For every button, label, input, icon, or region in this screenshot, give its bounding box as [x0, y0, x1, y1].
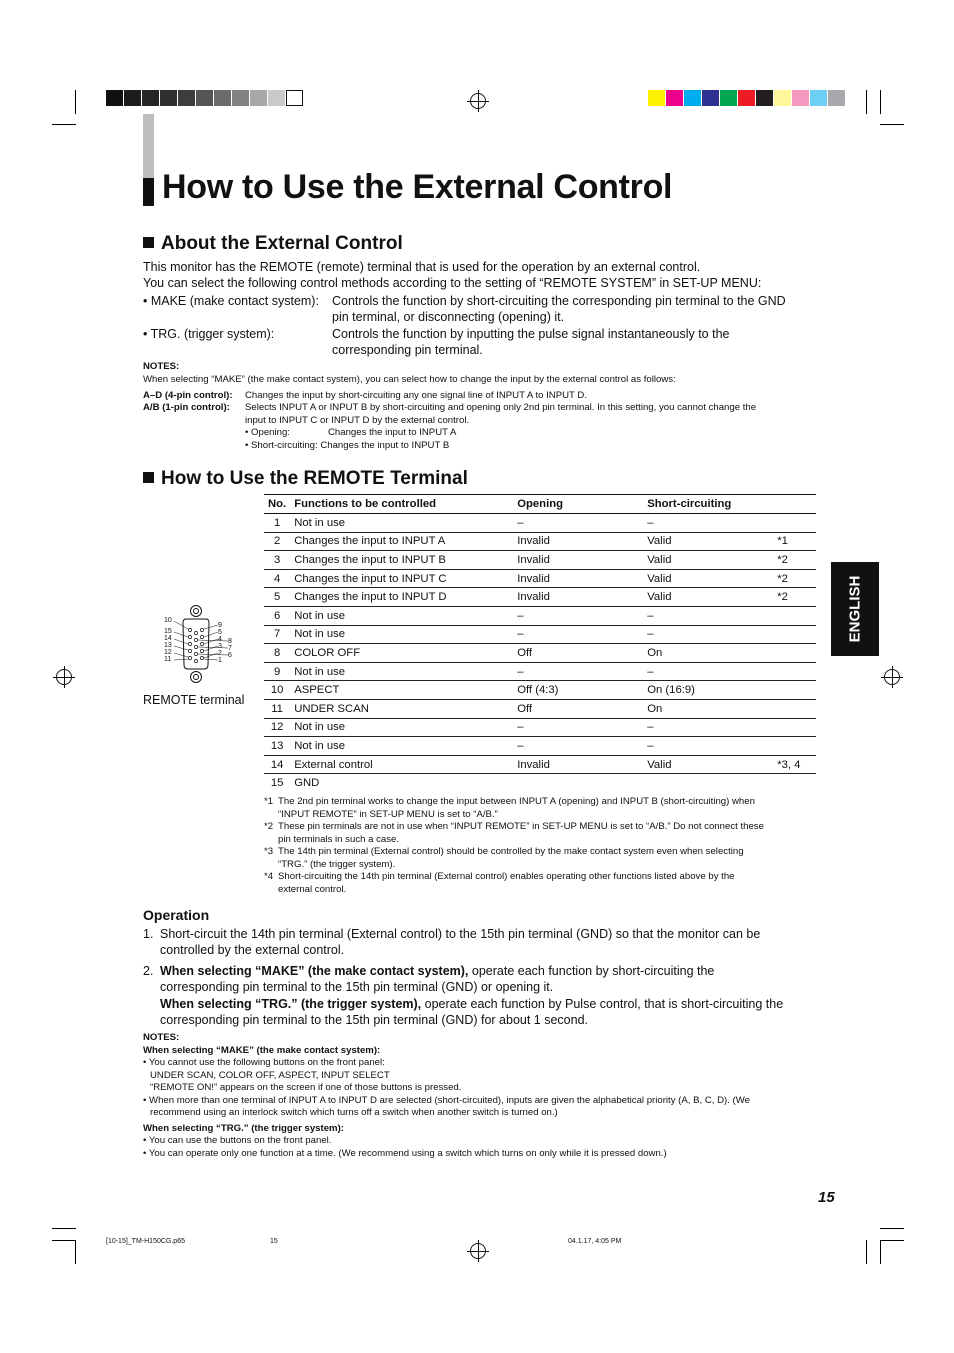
pin-label: 8 — [228, 638, 232, 645]
table-cell: COLOR OFF — [290, 644, 513, 663]
pin-label: 13 — [164, 642, 172, 649]
col-header: Opening — [513, 495, 643, 514]
table-header-row — [264, 495, 816, 514]
pin-label: 11 — [164, 656, 172, 663]
table-cell: UNDER SCAN — [290, 699, 513, 718]
footnote-line: “INPUT REMOTE” in SET-UP MENU is set to “A/B.” — [278, 808, 498, 820]
table-cell: Not in use — [290, 625, 513, 644]
table-cell — [773, 625, 816, 644]
table-cell: *3, 4 — [773, 755, 816, 774]
step-1: Short-circuit the 14th pin terminal (External control) to the 15th pin terminal (GND) so that the monitor can be controlled by the external control. — [160, 927, 761, 957]
footer-page: 15 — [270, 1238, 278, 1245]
table-cell: 1 — [264, 514, 290, 533]
table-cell: Valid — [643, 588, 773, 607]
section-heading-remote: How to Use the REMOTE Terminal — [143, 468, 468, 490]
table-cell: *2 — [773, 551, 816, 570]
about-intro — [143, 259, 823, 291]
table-row — [264, 737, 816, 756]
table-cell: 14 — [264, 755, 290, 774]
short-line: • Short-circuiting: Changes the input to INPUT B — [245, 440, 450, 451]
table-footnotes — [264, 796, 824, 896]
table-row — [264, 588, 816, 607]
table-cell: Off — [513, 699, 643, 718]
table-cell: Changes the input to INPUT D — [290, 588, 513, 607]
footnote-line: The 14th pin terminal (External control) should be controlled by the make contact system even when selecting — [278, 846, 744, 857]
step-2-make: When selecting “MAKE” (the make contact system), operate each function by short-circuiting the corresponding pin terminal to the 15th pin terminal (GND) or opening it. — [160, 964, 715, 994]
table-cell — [773, 681, 816, 700]
table-row — [264, 514, 816, 533]
pin-label: 2 — [218, 650, 222, 657]
table-cell: 3 — [264, 551, 290, 570]
col-header — [773, 495, 816, 514]
table-cell: 5 — [264, 588, 290, 607]
table-row — [264, 755, 816, 774]
table-cell: – — [643, 718, 773, 737]
language-tab: ENGLISH — [831, 562, 879, 656]
table-row — [264, 681, 816, 700]
step-number: 1. — [143, 927, 154, 941]
step-2-trg: When selecting “TRG.” (the trigger system), operate each function by Pulse control, that is short-circuiting the corresponding pin terminal to the 15th pin terminal (GND) for about 1 second. — [160, 997, 784, 1027]
table-cell: Off (4:3) — [513, 681, 643, 700]
color-swatch — [738, 90, 755, 106]
table-cell: 2 — [264, 532, 290, 551]
ab-label: A/B (1-pin control): — [143, 402, 230, 413]
table-cell — [773, 606, 816, 625]
table-cell: 4 — [264, 569, 290, 588]
table-cell: – — [643, 625, 773, 644]
table-row — [264, 662, 816, 681]
table-cell: 12 — [264, 718, 290, 737]
notes-title: NOTES: — [143, 361, 180, 372]
table-cell: *1 — [773, 532, 816, 551]
table-cell: Invalid — [513, 532, 643, 551]
table-cell: 10 — [264, 681, 290, 700]
color-swatch — [232, 90, 249, 106]
footnote — [264, 846, 824, 871]
ab-text: Selects INPUT A or INPUT B by short-circuiting and opening only 2nd pin terminal. In this setting, you cannot change the input to INPUT C or INPUT D by the external control. — [245, 402, 757, 426]
color-swatch — [720, 90, 737, 106]
table-cell: Invalid — [513, 551, 643, 570]
page-number: 15 — [818, 1189, 835, 1206]
pin-label: 9 — [218, 622, 222, 629]
table-cell: Changes the input to INPUT A — [290, 532, 513, 551]
intro-line: You can select the following control methods according to the setting of “REMOTE SYSTEM” in SET-UP MENU: — [143, 276, 762, 290]
footnote-line: pin terminals in such a case. — [278, 833, 400, 845]
color-bar-left — [106, 90, 306, 106]
table-row — [264, 606, 816, 625]
table-cell: Valid — [643, 532, 773, 551]
table-cell: Changes the input to INPUT C — [290, 569, 513, 588]
table-cell: Valid — [643, 755, 773, 774]
table-cell: Not in use — [290, 662, 513, 681]
make-text: Controls the function by short-circuiting the corresponding pin terminal to the GND pin terminal, or disconnecting (opening) it. — [332, 294, 786, 324]
pin-label: 14 — [164, 635, 172, 642]
table-cell: 7 — [264, 625, 290, 644]
pin-label: 12 — [164, 649, 172, 656]
table-cell: Valid — [643, 551, 773, 570]
table-cell — [773, 699, 816, 718]
color-swatch — [106, 90, 123, 106]
table-cell: External control — [290, 755, 513, 774]
table-cell: Invalid — [513, 755, 643, 774]
pin-label: 4 — [218, 636, 222, 643]
table-cell: Not in use — [290, 514, 513, 533]
registration-mark-icon — [470, 1243, 486, 1259]
table-cell: 15 — [270, 777, 284, 790]
table-cell — [773, 718, 816, 737]
col-header: No. — [264, 495, 290, 514]
table-cell: Invalid — [513, 588, 643, 607]
table-cell: – — [643, 737, 773, 756]
table-cell: 9 — [264, 662, 290, 681]
table-cell: – — [643, 606, 773, 625]
table-cell: Not in use — [290, 737, 513, 756]
table-cell: Off — [513, 644, 643, 663]
title-marker — [143, 178, 154, 206]
notes-line: When selecting “MAKE” (the make contact system), you can select how to change the input by the external control as follows: — [143, 374, 676, 385]
table-cell: 13 — [264, 737, 290, 756]
footnote-mark: *3 — [264, 846, 274, 857]
color-swatch — [828, 90, 845, 106]
table-row — [264, 625, 816, 644]
remote-terminal-diagram — [160, 603, 240, 685]
table-cell — [773, 644, 816, 663]
color-swatch — [684, 90, 701, 106]
table-cell: Invalid — [513, 569, 643, 588]
table-row — [264, 532, 816, 551]
color-swatch — [196, 90, 213, 106]
footnote — [264, 871, 824, 896]
col-header: Short-circuiting — [643, 495, 773, 514]
operation-notes: NOTES: When selecting “MAKE” (the make contact system): • You cannot use the following buttons on the front panel: UNDER SCAN, COLOR OFF, ASPECT, INPUT SELECT “REMOTE ON!” appears on the screen if one of those buttons is pressed. • When more than one terminal of INPUT A to INPUT D are selected (short-circuited), inputs are given the alphabetical priority (A, B, C, D). (We recommend using an interlock switch which turns off a switch when another switch is turned on.) When selecting “TRG.” (the trigger system): • You can use the buttons on the front panel. • You can operate only one function at a time. (We recommend using a switch which turns on only while it is pressed down.) — [143, 1032, 750, 1159]
table-cell: ASPECT — [290, 681, 513, 700]
table-cell — [773, 737, 816, 756]
operation-heading: Operation — [143, 907, 210, 923]
registration-mark-icon — [470, 93, 486, 109]
footnote-mark: *4 — [264, 871, 274, 882]
table-cell: – — [643, 514, 773, 533]
footnote-line: Short-circuiting the 14th pin terminal (External control) enables operating other functions listed above by the — [278, 871, 735, 882]
table-cell: – — [513, 718, 643, 737]
table-cell: *2 — [773, 569, 816, 588]
table-cell: Not in use — [290, 718, 513, 737]
table-cell: Not in use — [290, 606, 513, 625]
footnote-mark: *2 — [264, 821, 274, 832]
color-swatch — [268, 90, 285, 106]
pin-function-table — [264, 494, 816, 792]
table-cell: 11 — [264, 699, 290, 718]
table-row — [264, 699, 816, 718]
footnote-mark: *1 — [264, 796, 274, 807]
table-cell: On — [643, 699, 773, 718]
color-swatch — [810, 90, 827, 106]
table-cell: – — [513, 514, 643, 533]
table-cell: *2 — [773, 588, 816, 607]
table-row — [264, 551, 816, 570]
footnote-line: external control. — [278, 883, 347, 895]
table-cell — [773, 514, 816, 533]
table-row — [264, 569, 816, 588]
pin-label: 15 — [164, 628, 172, 635]
color-swatch — [142, 90, 159, 106]
color-swatch — [178, 90, 195, 106]
table-cell: – — [643, 662, 773, 681]
step-number: 2. — [143, 964, 154, 978]
table-cell: – — [513, 606, 643, 625]
footer-file: [10-15]_TM-H150CG.p65 — [106, 1238, 185, 1245]
opening-text: Changes the input to INPUT A — [328, 427, 457, 438]
color-swatch — [648, 90, 665, 106]
page-title: How to Use the External Control — [162, 168, 673, 206]
table-cell: On — [643, 644, 773, 663]
table-cell — [773, 774, 816, 792]
pin-label: 6 — [228, 652, 232, 659]
color-swatch — [702, 90, 719, 106]
remote-terminal-label: REMOTE terminal — [143, 693, 245, 707]
footnote — [264, 821, 824, 846]
pin-label: 1 — [218, 657, 222, 664]
table-cell: – — [513, 737, 643, 756]
color-swatch — [756, 90, 773, 106]
trg-label: • TRG. (trigger system): — [143, 327, 275, 341]
footnote-line: “TRG.” (the trigger system). — [278, 858, 396, 870]
footnote — [264, 796, 824, 821]
table-cell: On (16:9) — [643, 681, 773, 700]
table-cell: Changes the input to INPUT B — [290, 551, 513, 570]
table-cell — [773, 662, 816, 681]
section-heading-about: About the External Control — [143, 233, 403, 255]
ad-text: Changes the input by short-circuiting any one signal line of INPUT A to INPUT D. — [245, 390, 587, 401]
registration-mark-icon — [884, 669, 900, 685]
make-label: • MAKE (make contact system): — [143, 294, 319, 308]
table-cell — [513, 774, 643, 792]
registration-mark-icon — [56, 669, 72, 685]
pin-label: 10 — [164, 617, 172, 624]
table-cell — [643, 774, 773, 792]
intro-line: This monitor has the REMOTE (remote) terminal that is used for the operation by an external control. — [143, 260, 701, 274]
table-cell: 8 — [264, 644, 290, 663]
table-row — [264, 644, 816, 663]
table-cell: – — [513, 662, 643, 681]
color-bar-right — [648, 90, 848, 106]
table-row — [264, 718, 816, 737]
col-header: Functions to be controlled — [290, 495, 513, 514]
color-swatch — [286, 90, 303, 106]
table-cell: Valid — [643, 569, 773, 588]
opening-label: • Opening: — [245, 427, 290, 438]
pin-label: 3 — [218, 643, 222, 650]
color-swatch — [250, 90, 267, 106]
footer-date: 04.1.17, 4:05 PM — [568, 1238, 622, 1245]
ad-label: A–D (4-pin control): — [143, 390, 233, 401]
footnote-line: The 2nd pin terminal works to change the input between INPUT A (opening) and INPUT B (short-circuiting) when — [278, 796, 755, 807]
color-swatch — [792, 90, 809, 106]
pin-label: 7 — [228, 645, 232, 652]
color-swatch — [214, 90, 231, 106]
table-cell: – — [513, 625, 643, 644]
color-swatch — [160, 90, 177, 106]
color-swatch — [124, 90, 141, 106]
table-row — [264, 774, 816, 792]
pin-label: 5 — [218, 629, 222, 636]
color-swatch — [774, 90, 791, 106]
footnote-line: These pin terminals are not in use when “INPUT REMOTE” in SET-UP MENU is set to “A/B.” Do not connect these — [278, 821, 764, 832]
title-accent-bar — [143, 114, 154, 178]
color-swatch — [666, 90, 683, 106]
trg-text: Controls the function by inputting the pulse signal instantaneously to the corresponding pin terminal. — [332, 327, 730, 357]
table-cell: 6 — [264, 606, 290, 625]
table-cell: GND — [294, 777, 320, 790]
